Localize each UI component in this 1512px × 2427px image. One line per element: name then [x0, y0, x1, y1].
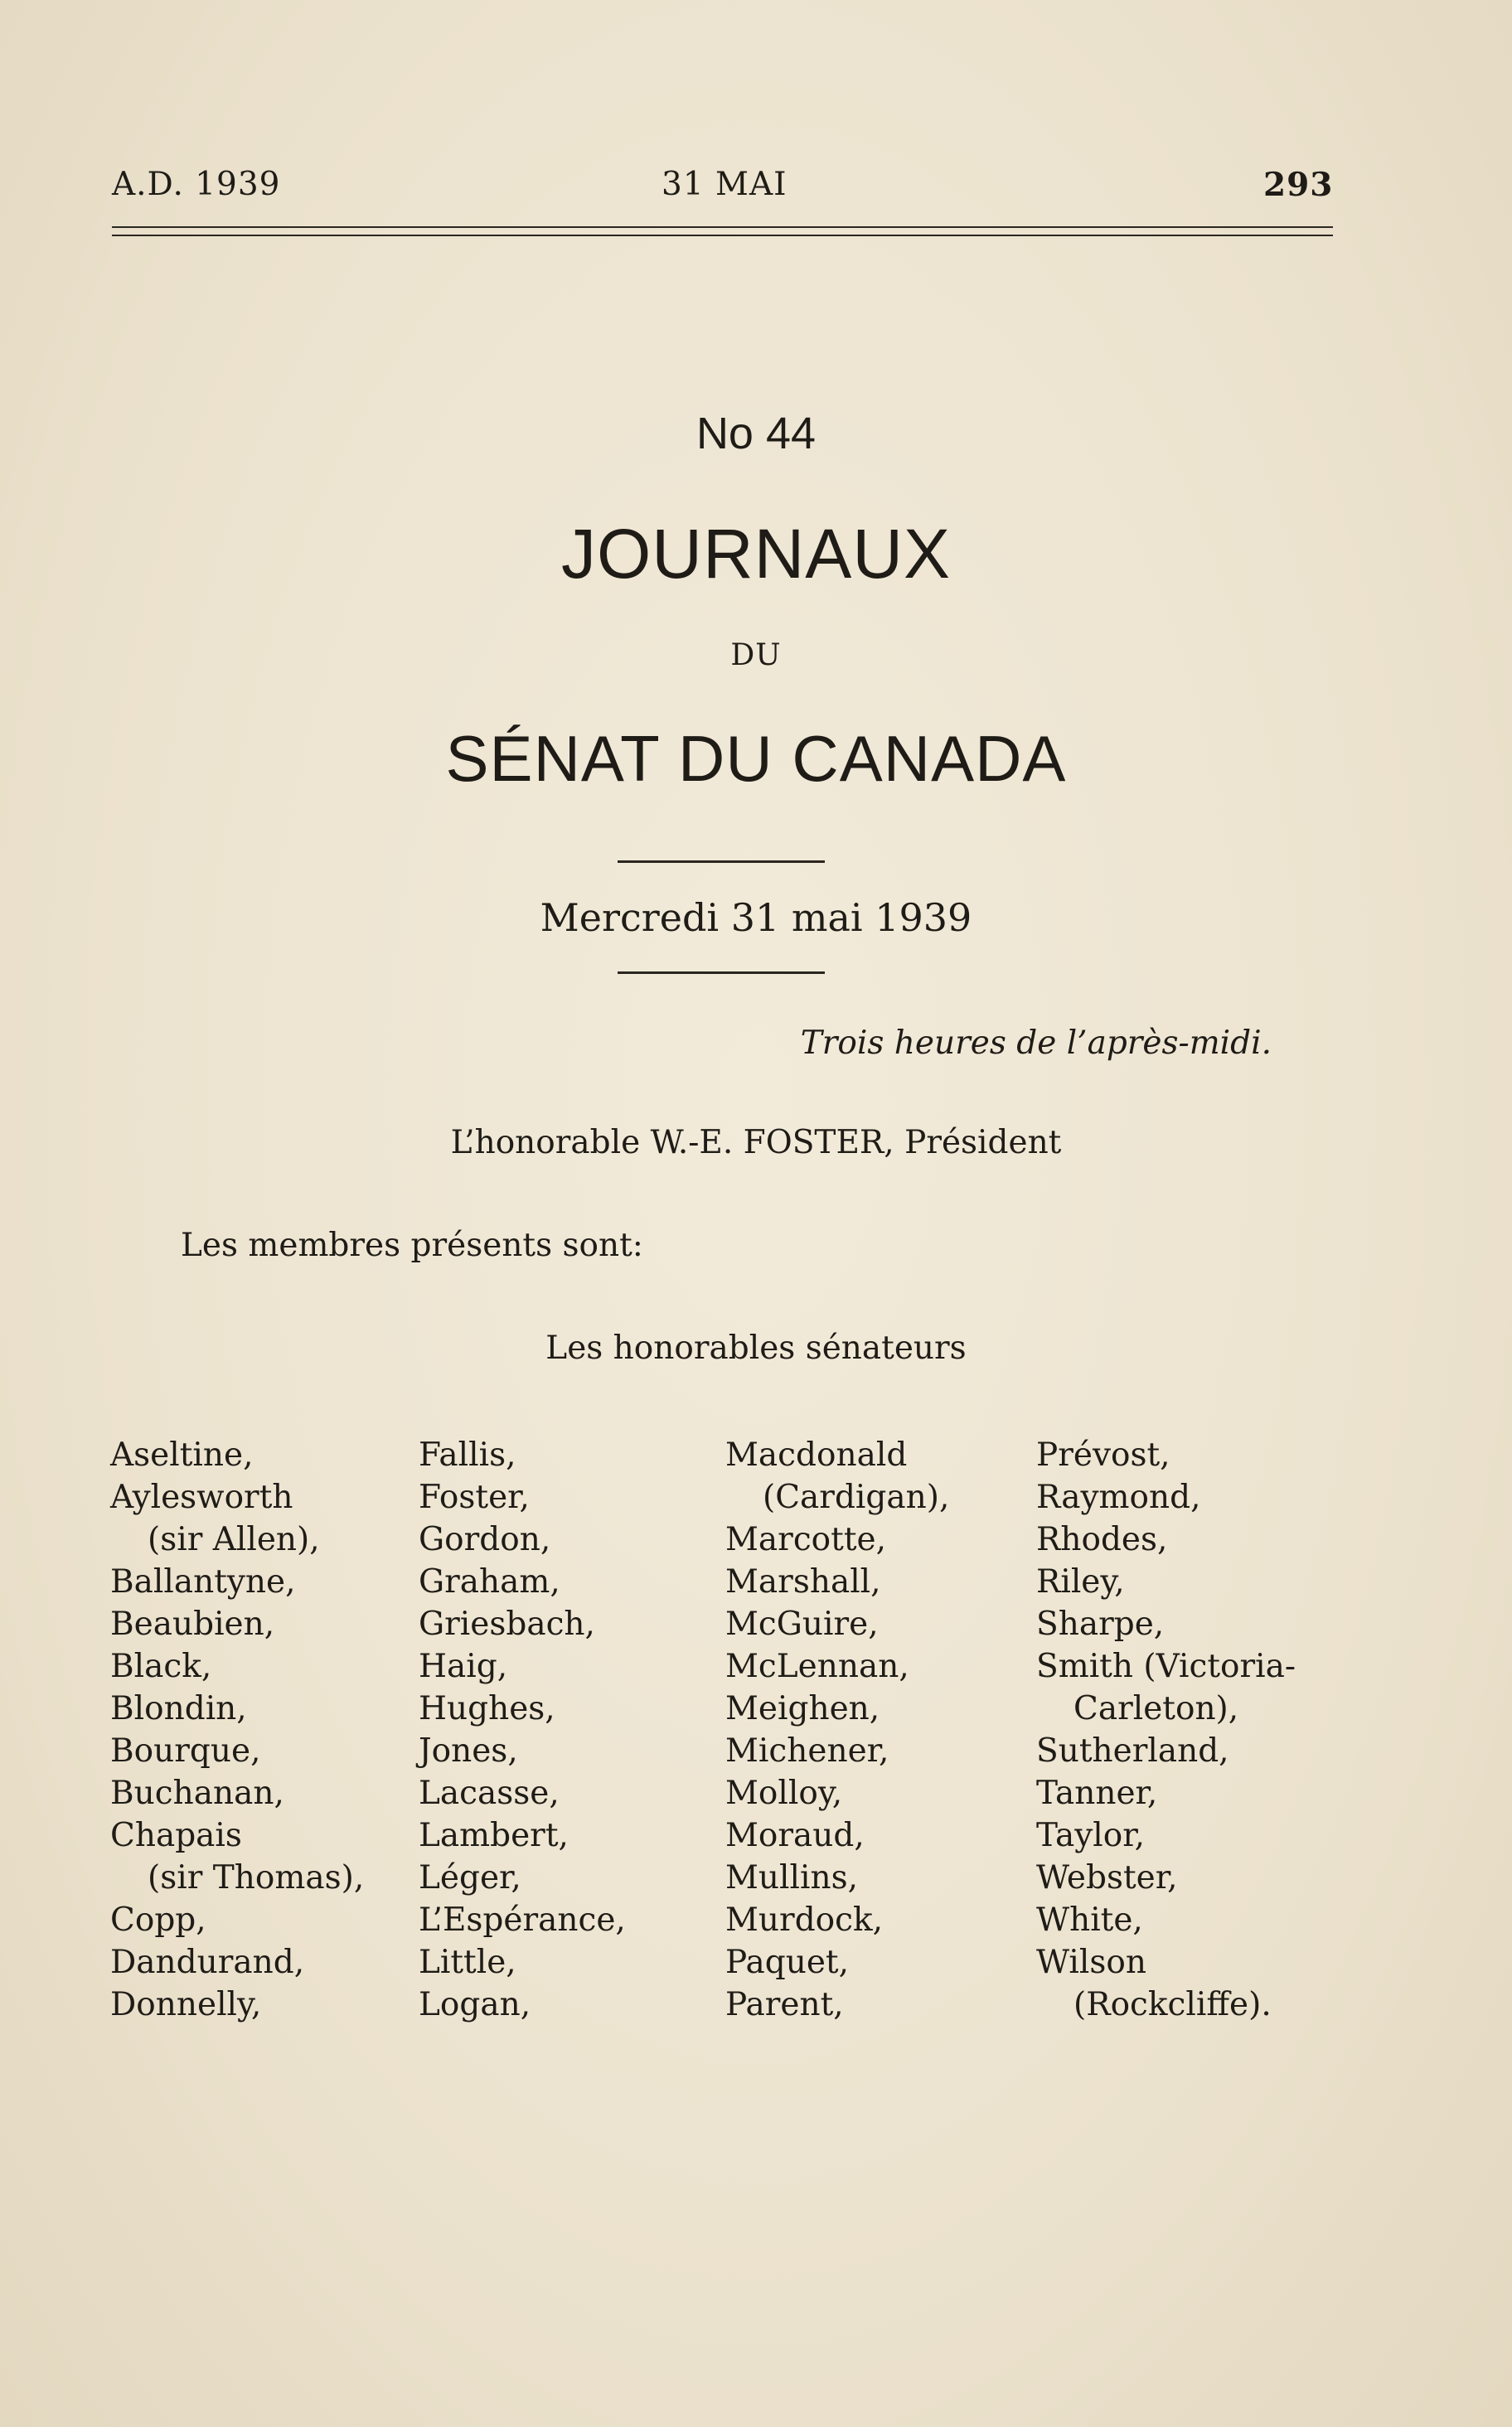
- senator-name: Marcotte,: [725, 1521, 886, 1558]
- senator-name: Logan,: [419, 1986, 531, 2023]
- senator-name: Foster,: [419, 1479, 530, 1516]
- senator-name: Paquet,: [725, 1944, 849, 1981]
- senator-name: Meighen,: [725, 1690, 880, 1727]
- senator-name: Marshall,: [725, 1563, 881, 1601]
- senator-name: Hughes,: [419, 1690, 555, 1727]
- senator-name: Blondin,: [110, 1690, 247, 1727]
- senator-name: Macdonald: [725, 1436, 908, 1474]
- journal-title: JOURNAUX: [560, 515, 952, 593]
- senator-name: Graham,: [419, 1563, 560, 1601]
- senator-name: Raymond,: [1036, 1479, 1201, 1516]
- president-line: L’honorable W.-E. FOSTER, Président: [450, 1124, 1062, 1161]
- senator-name: Michener,: [725, 1732, 889, 1770]
- senator-name: Black,: [110, 1648, 212, 1685]
- senator-name: Haig,: [419, 1648, 508, 1685]
- senator-name: Parent,: [725, 1986, 844, 2023]
- senator-name: Dandurand,: [110, 1944, 305, 1981]
- senator-name-continuation: (sir Thomas),: [148, 1859, 365, 1897]
- senator-name: White,: [1036, 1901, 1143, 1939]
- senator-name: Jones,: [419, 1732, 518, 1770]
- senator-name: Fallis,: [419, 1436, 516, 1474]
- senator-name: Donnelly,: [110, 1986, 262, 2023]
- senator-column-1: [110, 1434, 364, 2026]
- title-rule-upper: [618, 860, 825, 863]
- senator-column-2: [419, 1434, 626, 2026]
- header-rule-upper: [112, 226, 1333, 228]
- senator-name-continuation: (Cardigan),: [763, 1479, 950, 1516]
- senator-name: Prévost,: [1036, 1436, 1170, 1474]
- sitting-date: Mercredi 31 mai 1939: [540, 895, 972, 940]
- senator-name: Ballantyne,: [110, 1563, 296, 1601]
- senator-name: Lacasse,: [419, 1775, 560, 1812]
- senator-name: Riley,: [1036, 1563, 1125, 1601]
- senator-name: Gordon,: [419, 1521, 551, 1558]
- senator-name: Sharpe,: [1036, 1606, 1165, 1643]
- senator-name: Aylesworth: [110, 1479, 293, 1516]
- senator-name: Moraud,: [725, 1817, 865, 1854]
- title-connector: DU: [730, 638, 782, 672]
- senator-name: Léger,: [419, 1859, 521, 1897]
- senator-name: Webster,: [1036, 1859, 1178, 1897]
- senator-name: L’Espérance,: [419, 1901, 626, 1939]
- senator-name-continuation: (sir Allen),: [148, 1521, 320, 1558]
- senator-name: Taylor,: [1036, 1817, 1145, 1854]
- header-year: A.D. 1939: [112, 166, 281, 203]
- senator-name: Wilson: [1036, 1944, 1146, 1981]
- senator-name: Molloy,: [725, 1775, 843, 1812]
- senator-name: McLennan,: [725, 1648, 909, 1685]
- senator-name: Griesbach,: [419, 1606, 595, 1643]
- senate-title: SÉNAT DU CANADA: [445, 722, 1067, 795]
- senator-name: Murdock,: [725, 1901, 884, 1939]
- senator-name-continuation: (Rockcliffe).: [1073, 1986, 1272, 2023]
- senators-heading: Les honorables sénateurs: [545, 1330, 967, 1367]
- senator-name-continuation: Carleton),: [1073, 1690, 1239, 1727]
- header-rule-lower: [112, 235, 1333, 236]
- senator-name: Chapais: [110, 1817, 242, 1854]
- senator-name: Smith (Victoria-: [1036, 1648, 1296, 1685]
- sitting-time: Trois heures de l’après-midi.: [800, 1025, 1272, 1062]
- senator-name: Buchanan,: [110, 1775, 284, 1812]
- senator-column-4: [1036, 1434, 1296, 2026]
- members-present-label: Les membres présents sont:: [181, 1227, 643, 1264]
- header-date: 31 MAI: [662, 166, 788, 203]
- senator-name: Rhodes,: [1036, 1521, 1168, 1558]
- senator-name: McGuire,: [725, 1606, 879, 1643]
- senator-name: Bourque,: [110, 1732, 261, 1770]
- senator-column-3: [725, 1434, 949, 2026]
- senator-name: Beaubien,: [110, 1606, 275, 1643]
- issue-number: No 44: [695, 409, 817, 458]
- senator-name: Tanner,: [1036, 1775, 1158, 1812]
- senator-name: Copp,: [110, 1901, 206, 1939]
- senator-name: Mullins,: [725, 1859, 858, 1897]
- senator-name: Lambert,: [419, 1817, 569, 1854]
- senator-name: Sutherland,: [1036, 1732, 1229, 1770]
- senator-name: Aseltine,: [110, 1436, 254, 1474]
- title-rule-lower: [618, 971, 825, 974]
- page-number: 293: [1263, 166, 1334, 204]
- senator-name: Little,: [419, 1944, 516, 1981]
